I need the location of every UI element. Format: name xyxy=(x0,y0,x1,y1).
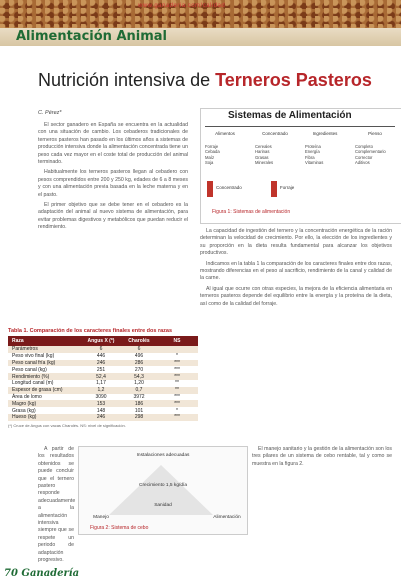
table-cell: 246 xyxy=(96,359,106,366)
table-1 xyxy=(8,328,198,428)
figure-1-category: Ingredientes xyxy=(312,131,338,136)
table-cell: 54,3 xyxy=(134,373,144,380)
paragraph: Al igual que ocurre con otras especies, la mejora de la eficiencia alimentaria en terneros pasteros depende del equilibrio entre la energía y la proteína de la dieta, así como de la calidad del forraje. xyxy=(200,285,392,307)
figure-1-items: Forraje Cebada Maíz Soja xyxy=(205,144,220,166)
figure-2-node: Sanidad xyxy=(154,503,172,508)
figure-2-node: Manejo xyxy=(93,515,109,520)
table-row xyxy=(8,407,198,414)
table-cell: 496 xyxy=(134,353,144,360)
table-cell: 3090 xyxy=(95,393,107,400)
table-cell: *** xyxy=(174,359,180,366)
author: C. Pérez* xyxy=(38,110,62,116)
table-cell: Peso canal (kg) xyxy=(12,366,47,373)
table-1-note: (*) Cruce de Angus con vacas Charolés. NS: nivel de significación. xyxy=(8,422,126,428)
header-url: www.ganaderia.com/calidad xyxy=(138,3,226,9)
table-cell: 1,2 xyxy=(97,387,105,394)
arrow-down-icon xyxy=(271,181,277,197)
section-title: Alimentación Animal xyxy=(16,29,167,44)
paragraph: El primer objetivo que se debe tener en el cebadero es la adaptación del animal al nuevo sistema de alimentación, para evitar problemas digestivos y metabólicos que puedan reducir el rendimiento. xyxy=(38,202,188,231)
paragraph: El manejo sanitario y la gestión de la alimentación son los tres pilares de un sistema de cebo rentable, tal y como se muestra en la figura 2. xyxy=(252,446,392,467)
table-cell: Longitud canal (m) xyxy=(12,380,54,387)
table-row xyxy=(8,353,198,360)
table-cell: Hueso (kg) xyxy=(12,414,37,421)
figure-2-node: Alimentación xyxy=(213,515,241,520)
table-cell: ** xyxy=(175,380,179,387)
table-cell: 101 xyxy=(134,407,144,414)
paragraph: Indicamos en la tabla 1 la comparación de los caracteres finales entre dos razas, mostrando diferencias en el peso al sacrificio, rendimiento de la canal y calidad de la carne. xyxy=(200,260,392,282)
table-cell: Peso vivo final (kg) xyxy=(12,353,55,360)
table-cell: *** xyxy=(174,373,180,380)
article-column-right xyxy=(200,228,392,311)
table-cell: 251 xyxy=(96,366,106,373)
footer xyxy=(0,566,401,582)
table-cell: 270 xyxy=(134,366,144,373)
table-body xyxy=(8,346,198,421)
table-row xyxy=(8,346,198,353)
table-cell: * xyxy=(176,353,178,360)
table-cell: 1,20 xyxy=(134,380,144,387)
table-row xyxy=(8,360,198,367)
table-cell: *** xyxy=(174,393,180,400)
table-header xyxy=(8,336,198,346)
article-title xyxy=(38,70,372,91)
table-cell: 52,4 xyxy=(96,373,106,380)
paragraph: A partir de los resultados obtenidos se puede concluir que el ternero pastero responde adecuadamente a la alimentación intensiva siempre que se respete un periodo de adaptación progresivo. xyxy=(38,446,76,564)
table-cell: Parámetros xyxy=(12,346,38,353)
table-cell: 298 xyxy=(134,414,144,421)
table-row xyxy=(8,373,198,380)
table-cell: *** xyxy=(174,400,180,407)
figure-1-category: Pienso xyxy=(368,131,382,136)
figure-1-items: Proteína Energía Fibra Vitaminas xyxy=(305,144,324,166)
table-cell: 6 xyxy=(137,346,141,353)
table-cell: 186 xyxy=(134,400,144,407)
figure-1-label-up: Concentrado xyxy=(216,185,242,190)
table-cell: * xyxy=(176,407,178,414)
figure-1-label-down: Forraje xyxy=(280,185,295,190)
table-row xyxy=(8,400,198,407)
title-bold: Terneros Pasteros xyxy=(215,70,372,90)
figure-2-caption: Figura 2: Sistema de cebo xyxy=(90,525,149,531)
figure-2-node: Instalaciones adecuadas xyxy=(136,453,190,458)
paragraph: Habitualmente los terneros pasteros llegan al cebadero con pesos comprendidos entre 200 y 250 kg, edades de 6 a 8 meses y con una alimentación previa basada en la leche materna y en el pasto. xyxy=(38,169,188,198)
figure-1-items: Cereales Harinas Grasas Minerales xyxy=(255,144,274,166)
table-cell: 0,7 xyxy=(135,387,143,394)
table-cell: Rendimiento (%) xyxy=(12,373,50,380)
footer-label: 70 Ganadería xyxy=(4,568,80,579)
table-header-cell: Raza xyxy=(12,338,24,344)
title-plain: Nutrición intensiva de xyxy=(38,70,216,90)
table-cell: *** xyxy=(174,366,180,373)
figure-1-category: Alimentos xyxy=(215,131,235,136)
table-cell: Grasa (kg) xyxy=(12,407,36,414)
table-header-cell: Angus X (*) xyxy=(87,338,115,344)
article-column-bottom-right xyxy=(252,446,392,471)
table-cell: Peso canal fría (kg) xyxy=(12,359,56,366)
article-column-left xyxy=(38,122,188,235)
table-cell: Magro (kg) xyxy=(12,400,37,407)
figure-1-title: Sistemas de Alimentación xyxy=(228,110,352,121)
figure-1-caption: Figura 1: Sistemas de alimentación xyxy=(212,209,291,215)
figure-2-node: Crecimiento 1,5 kg/día xyxy=(139,483,187,488)
table-header-cell: NS xyxy=(173,338,181,344)
table-cell: 6 xyxy=(99,346,103,353)
table-cell: 286 xyxy=(134,359,144,366)
table-cell: 3972 xyxy=(133,393,145,400)
arrow-up-icon xyxy=(207,181,213,197)
figure-1-rule xyxy=(205,126,395,127)
table-cell: 153 xyxy=(96,400,106,407)
table-1-caption: Tabla 1. Comparación de los caracteres finales entre dos razas xyxy=(8,328,173,334)
paragraph: El sector ganadero en España se encuentra en la actualidad con una situación de cambio. Los cebaderos tradicionales de terneros pasteros han pasado en los últimos años a sistemas de producción intensiva donde la alimentación concentrada tiene un peso cada vez mayor en el coste total de producción del animal terminado. xyxy=(38,122,188,166)
table-row xyxy=(8,366,198,373)
table-cell: 246 xyxy=(96,414,106,421)
paragraph: La capacidad de ingestión del ternero y la concentración energética de la ración determinan la velocidad de crecimiento. Por ello, la elección de los ingredientes y su proporción en la dieta resulta fundamental para alcanzar los objetivos productivos. xyxy=(200,228,392,257)
figure-1-items: Completo Complementario Corrector Aditivos xyxy=(355,144,386,166)
table-row xyxy=(8,380,198,387)
table-cell: Espesor de grasa (cm) xyxy=(12,387,63,394)
table-row xyxy=(8,387,198,394)
table-cell: Área de lomo xyxy=(12,393,42,400)
table-row xyxy=(8,394,198,401)
table-header-cell: Charolés xyxy=(128,338,150,344)
table-cell: ** xyxy=(175,387,179,394)
table-row xyxy=(8,414,198,421)
table-cell: *** xyxy=(174,414,180,421)
figure-2 xyxy=(78,446,248,535)
figure-1 xyxy=(200,108,401,224)
article-column-bottom-left xyxy=(38,446,74,568)
table-cell: 1,17 xyxy=(96,380,106,387)
figure-1-category: Concentrado xyxy=(262,131,288,136)
table-cell: 446 xyxy=(96,353,106,360)
table-cell: 148 xyxy=(96,407,106,414)
